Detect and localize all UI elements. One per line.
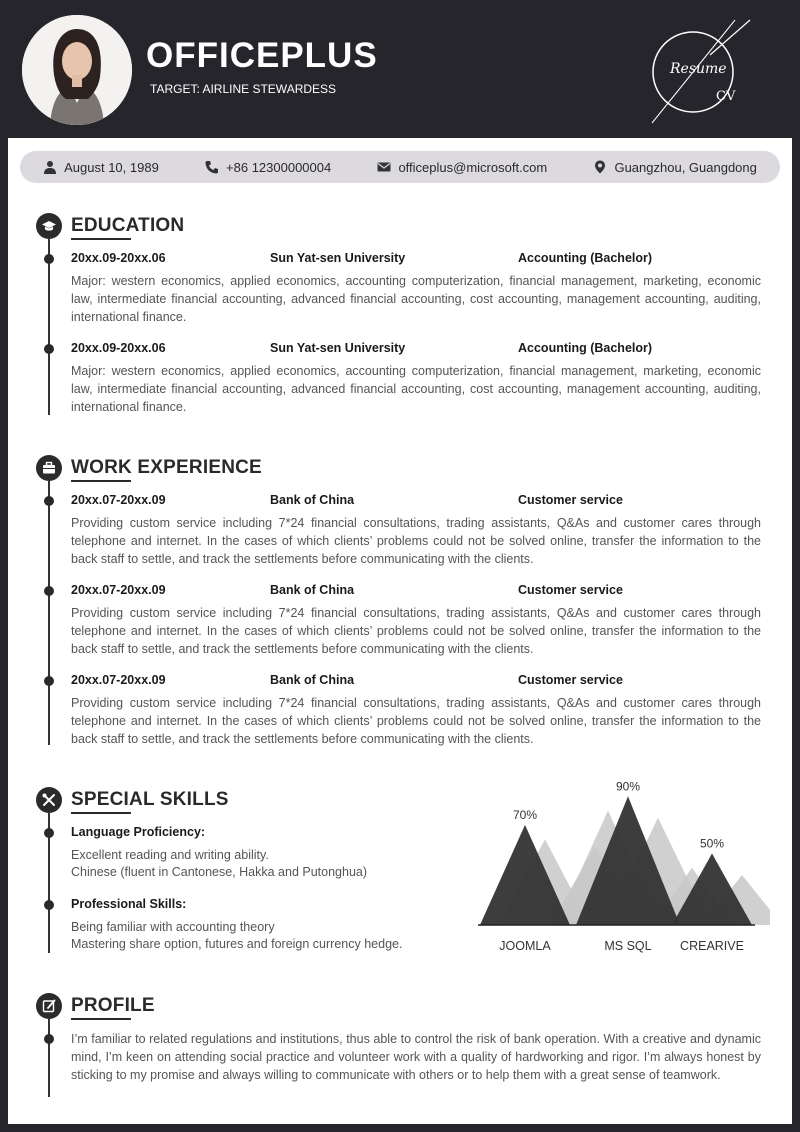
graduation-cap-icon	[36, 213, 62, 239]
language-head: Language Proficiency:	[71, 825, 206, 839]
entry-period: 20xx.07-20xx.09	[71, 493, 166, 507]
professional-line-2: Mastering share option, futures and foreign currency hedge.	[71, 937, 403, 951]
chart-value-label: 50%	[699, 836, 725, 851]
location-pin-icon	[593, 160, 607, 174]
badge-cv: CV	[716, 89, 736, 104]
entry-school: Sun Yat-sen University	[270, 341, 406, 355]
entry-company: Bank of China	[270, 493, 355, 507]
job-target: TARGET: AIRLINE STEWARDESS	[150, 82, 337, 96]
badge-script: Resume	[670, 61, 727, 77]
entry-degree: Accounting (Bachelor)	[518, 251, 653, 265]
candidate-name: OFFICEPLUS	[146, 36, 378, 75]
language-line-2: Chinese (fluent in Cantonese, Hakka and Putonghua)	[71, 865, 368, 879]
chart-category-label: JOOMLA	[499, 939, 551, 953]
timeline-dot	[44, 828, 54, 838]
person-icon	[43, 160, 57, 174]
portrait-image	[22, 15, 132, 125]
work-entry-1-desc: Providing custom service including 7*24 financial consultations, trading assistants, Q&As and customer cares through telephone and internet. In the cases of which clients’ problems could not be solved online, transfer the information to the back staff to settle, and track the settlements before communicating with the clients.	[71, 516, 761, 566]
work-timeline	[48, 481, 50, 745]
profile-text: I’m familiar to related regulations and institutions, thus able to control the risk of bank operation. With a creative and dynamic mind, I’m keen on attending social practice and volunteer work with a quality of hardworking and rigor. I’m always honest by sticking to my promise and always willing to communicate with others or to help them with a great sense of teamwork.	[71, 1032, 761, 1082]
entry-period: 20xx.07-20xx.09	[71, 583, 166, 597]
tools-icon	[36, 787, 62, 813]
timeline-dot	[44, 586, 54, 596]
phone-icon	[205, 160, 219, 174]
work-entry-3-desc: Providing custom service including 7*24 financial consultations, trading assistants, Q&As and customer cares through telephone and internet. In the cases of which clients’ problems could not be solved online, transfer the information to the back staff to settle, and track the settlements before communicating with the clients.	[71, 696, 761, 746]
birthday-text: August 10, 1989	[64, 159, 159, 175]
work-title: WORK EXPERIENCE	[71, 457, 262, 478]
header	[0, 0, 800, 138]
work-entry-2-desc: Providing custom service including 7*24 financial consultations, trading assistants, Q&As and customer cares through telephone and internet. In the cases of which clients’ problems could not be solved online, transfer the information to the back staff to settle, and track the settlements before communicating with the clients.	[71, 606, 761, 656]
timeline-dot	[44, 254, 54, 264]
entry-degree: Accounting (Bachelor)	[518, 341, 653, 355]
entry-company: Bank of China	[270, 673, 355, 687]
phone-text: +86 12300000004	[226, 159, 332, 175]
entry-period: 20xx.07-20xx.09	[71, 673, 166, 687]
skills-title: SPECIAL SKILLS	[71, 789, 229, 810]
entry-school: Sun Yat-sen University	[270, 251, 406, 265]
contact-location	[593, 160, 756, 175]
timeline-dot	[44, 344, 54, 354]
skill-chart	[470, 770, 770, 960]
email-text: officeplus@microsoft.com	[398, 159, 548, 175]
skills-underline	[71, 812, 131, 814]
contact-phone	[205, 160, 331, 175]
timeline-dot	[44, 900, 54, 910]
timeline-dot	[44, 1034, 54, 1044]
entry-role: Customer service	[518, 493, 623, 507]
entry-role: Customer service	[518, 583, 623, 597]
chart-category-label: MS SQL	[604, 939, 652, 953]
avatar	[22, 15, 132, 125]
chart-value-label: 90%	[615, 779, 641, 794]
education-timeline	[48, 239, 50, 415]
location-text: Guangzhou, Guangdong	[614, 159, 757, 175]
skill-chart-svg	[470, 770, 770, 960]
education-entry-2-desc: Major: western economics, applied economics, accounting computerization, financial management, marketing, economic law, intermediate financial accounting, advanced financial accounting, cost accounting, management accounting, auditing, international finance.	[71, 364, 761, 414]
contact-bar	[20, 151, 780, 183]
entry-role: Customer service	[518, 673, 623, 687]
edit-icon	[36, 993, 62, 1019]
work-underline	[71, 480, 131, 482]
entry-period: 20xx.09-20xx.06	[71, 341, 166, 355]
timeline-dot	[44, 496, 54, 506]
profile-underline	[71, 1018, 131, 1020]
education-entry-1-desc: Major: western economics, applied economics, accounting computerization, financial management, marketing, economic law, intermediate financial accounting, advanced financial accounting, cost accounting, management accounting, auditing, international finance.	[71, 274, 761, 324]
email-icon	[377, 160, 391, 174]
timeline-dot	[44, 676, 54, 686]
chart-category-label: CREARIVE	[680, 939, 744, 953]
contact-birthday	[43, 160, 159, 175]
professional-head: Professional Skills:	[71, 897, 187, 911]
profile-timeline	[48, 1019, 50, 1097]
contact-email	[377, 160, 547, 175]
education-underline	[71, 238, 131, 240]
entry-period: 20xx.09-20xx.06	[71, 251, 166, 265]
profile-title: PROFILE	[71, 995, 155, 1016]
briefcase-icon	[36, 455, 62, 481]
resume-badge	[650, 15, 760, 125]
entry-company: Bank of China	[270, 583, 355, 597]
chart-value-label: 70%	[512, 807, 538, 822]
language-line-1: Excellent reading and writing ability.	[71, 848, 269, 862]
education-title: EDUCATION	[71, 215, 185, 236]
professional-line-1: Being familiar with accounting theory	[71, 920, 275, 934]
